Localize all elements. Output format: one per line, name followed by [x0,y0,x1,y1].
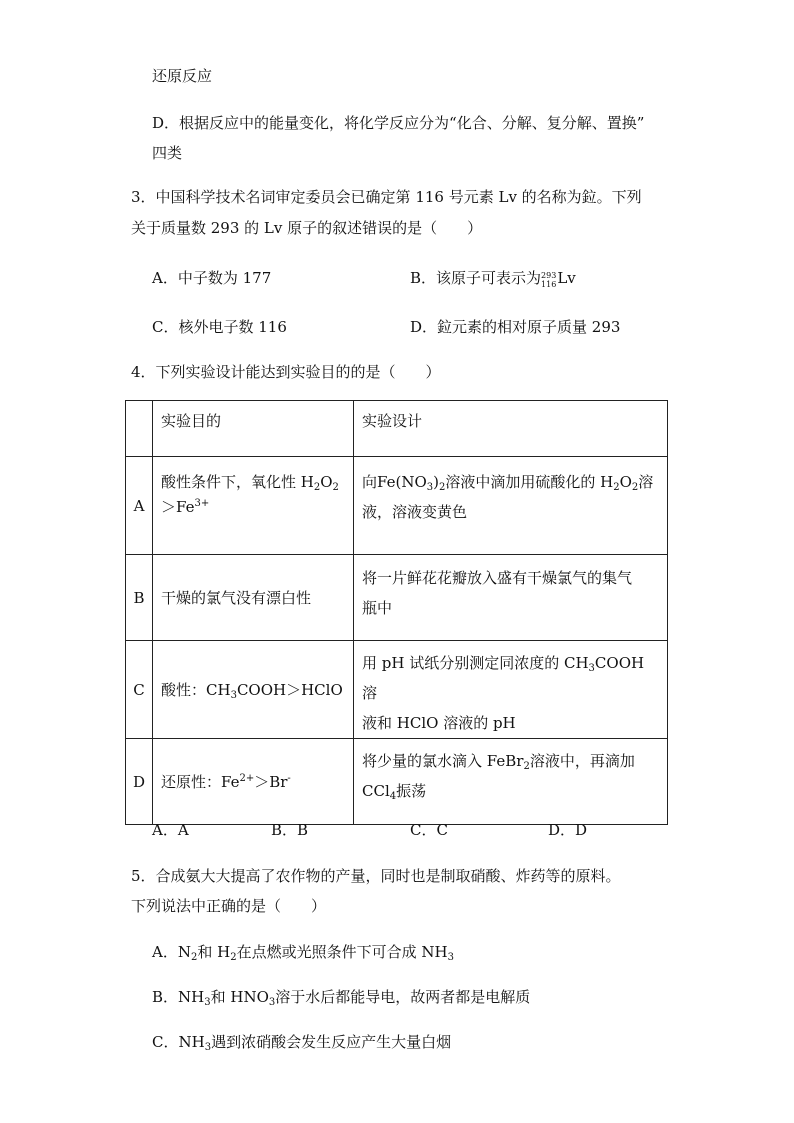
q5-option-b: B．$NH_3$和 $HNO_3$溶于水后都能导电，故两者都是电解质 [152,988,531,1008]
table-row [126,739,668,825]
q5-stem-line1: 5．合成氨大大提高了农作物的产量，同时也是制取硝酸、炸药等的原料。 [131,867,621,885]
table-row [126,457,668,555]
row-purpose: 干燥的氯气没有漂白性 [153,555,354,641]
q5-stem-line2: 下列说法中正确的是（ ） [131,897,327,915]
q4-option-d: D．D [548,821,588,839]
q4-option-a: A．A [152,821,189,839]
table-row [126,555,668,641]
nuclide-notation [541,271,556,289]
q3-stem-line2: 关于质量数 293 的 Lv 原子的叙述错误的是（ ） [131,219,483,237]
q2-option-d-line1: D．根据反应中的能量变化，将化学反应分为“化合、分解、复分解、置换” [152,114,645,132]
row-purpose: 还原性：$Fe^{2+}>Br^-$ [153,739,354,825]
header-purpose: 实验目的 [153,401,354,457]
q3-stem-line1: 3．中国科学技术名词审定委员会已确定第 116 号元素 Lv 的名称为鉝。下列 [131,188,642,206]
q5-option-a: A．$N_2$和 $H_2$在点燃或光照条件下可合成 $NH_3$ [152,943,454,963]
row-design: 用 pH 试纸分别测定同浓度的 $CH_3COOH$ 溶 液和 HClO 溶液的 pH [354,641,668,739]
q3-option-b-text: B．该原子可表示为 [410,269,542,287]
table-header-row [126,401,668,457]
atomic-number: 116 [541,280,557,289]
row-label: A [126,457,153,555]
row-design: 将一片鲜花花瓣放入盛有干燥氯气的集气 瓶中 [354,555,668,641]
q5-option-c: C．$NH_3$遇到浓硝酸会发生反应产生大量白烟 [152,1033,452,1053]
q2-option-d-line2: 四类 [152,144,183,162]
row-label: D [126,739,153,825]
q3-option-d: D．鉝元素的相对原子质量 293 [410,318,621,336]
q4-option-b: B．B [271,821,309,839]
q3-option-c: C．核外电子数 116 [152,318,287,336]
row-label: C [126,641,153,739]
header-design: 实验设计 [354,401,668,457]
q4-option-c: C．C [410,821,448,839]
mass-number: 293 [541,271,557,280]
row-label: B [126,555,153,641]
element-symbol: Lv [557,269,576,287]
q3-option-a: A．中子数为 177 [152,269,272,287]
row-design: 向$Fe(NO_3)_2$溶液中滴加用硫酸化的 $H_2O_2$溶 液，溶液变黄色 [354,457,668,555]
q3-option-b [410,268,576,289]
table-row [126,641,668,739]
q2-option-c-continuation: 还原反应 [152,67,213,85]
row-purpose: 酸性条件下，氧化性 $H_2O_2$ $>Fe^{3+}$ [153,457,354,555]
header-blank [126,401,153,457]
q4-stem: 4．下列实验设计能达到实验目的的是（ ） [131,363,441,381]
row-purpose: 酸性：$CH_3COOH>HClO$ [153,641,354,739]
row-design: 将少量的氯水滴入 FeBr$_2$溶液中，再滴加 CCl$_4$振荡 [354,739,668,825]
experiment-table [125,400,668,825]
